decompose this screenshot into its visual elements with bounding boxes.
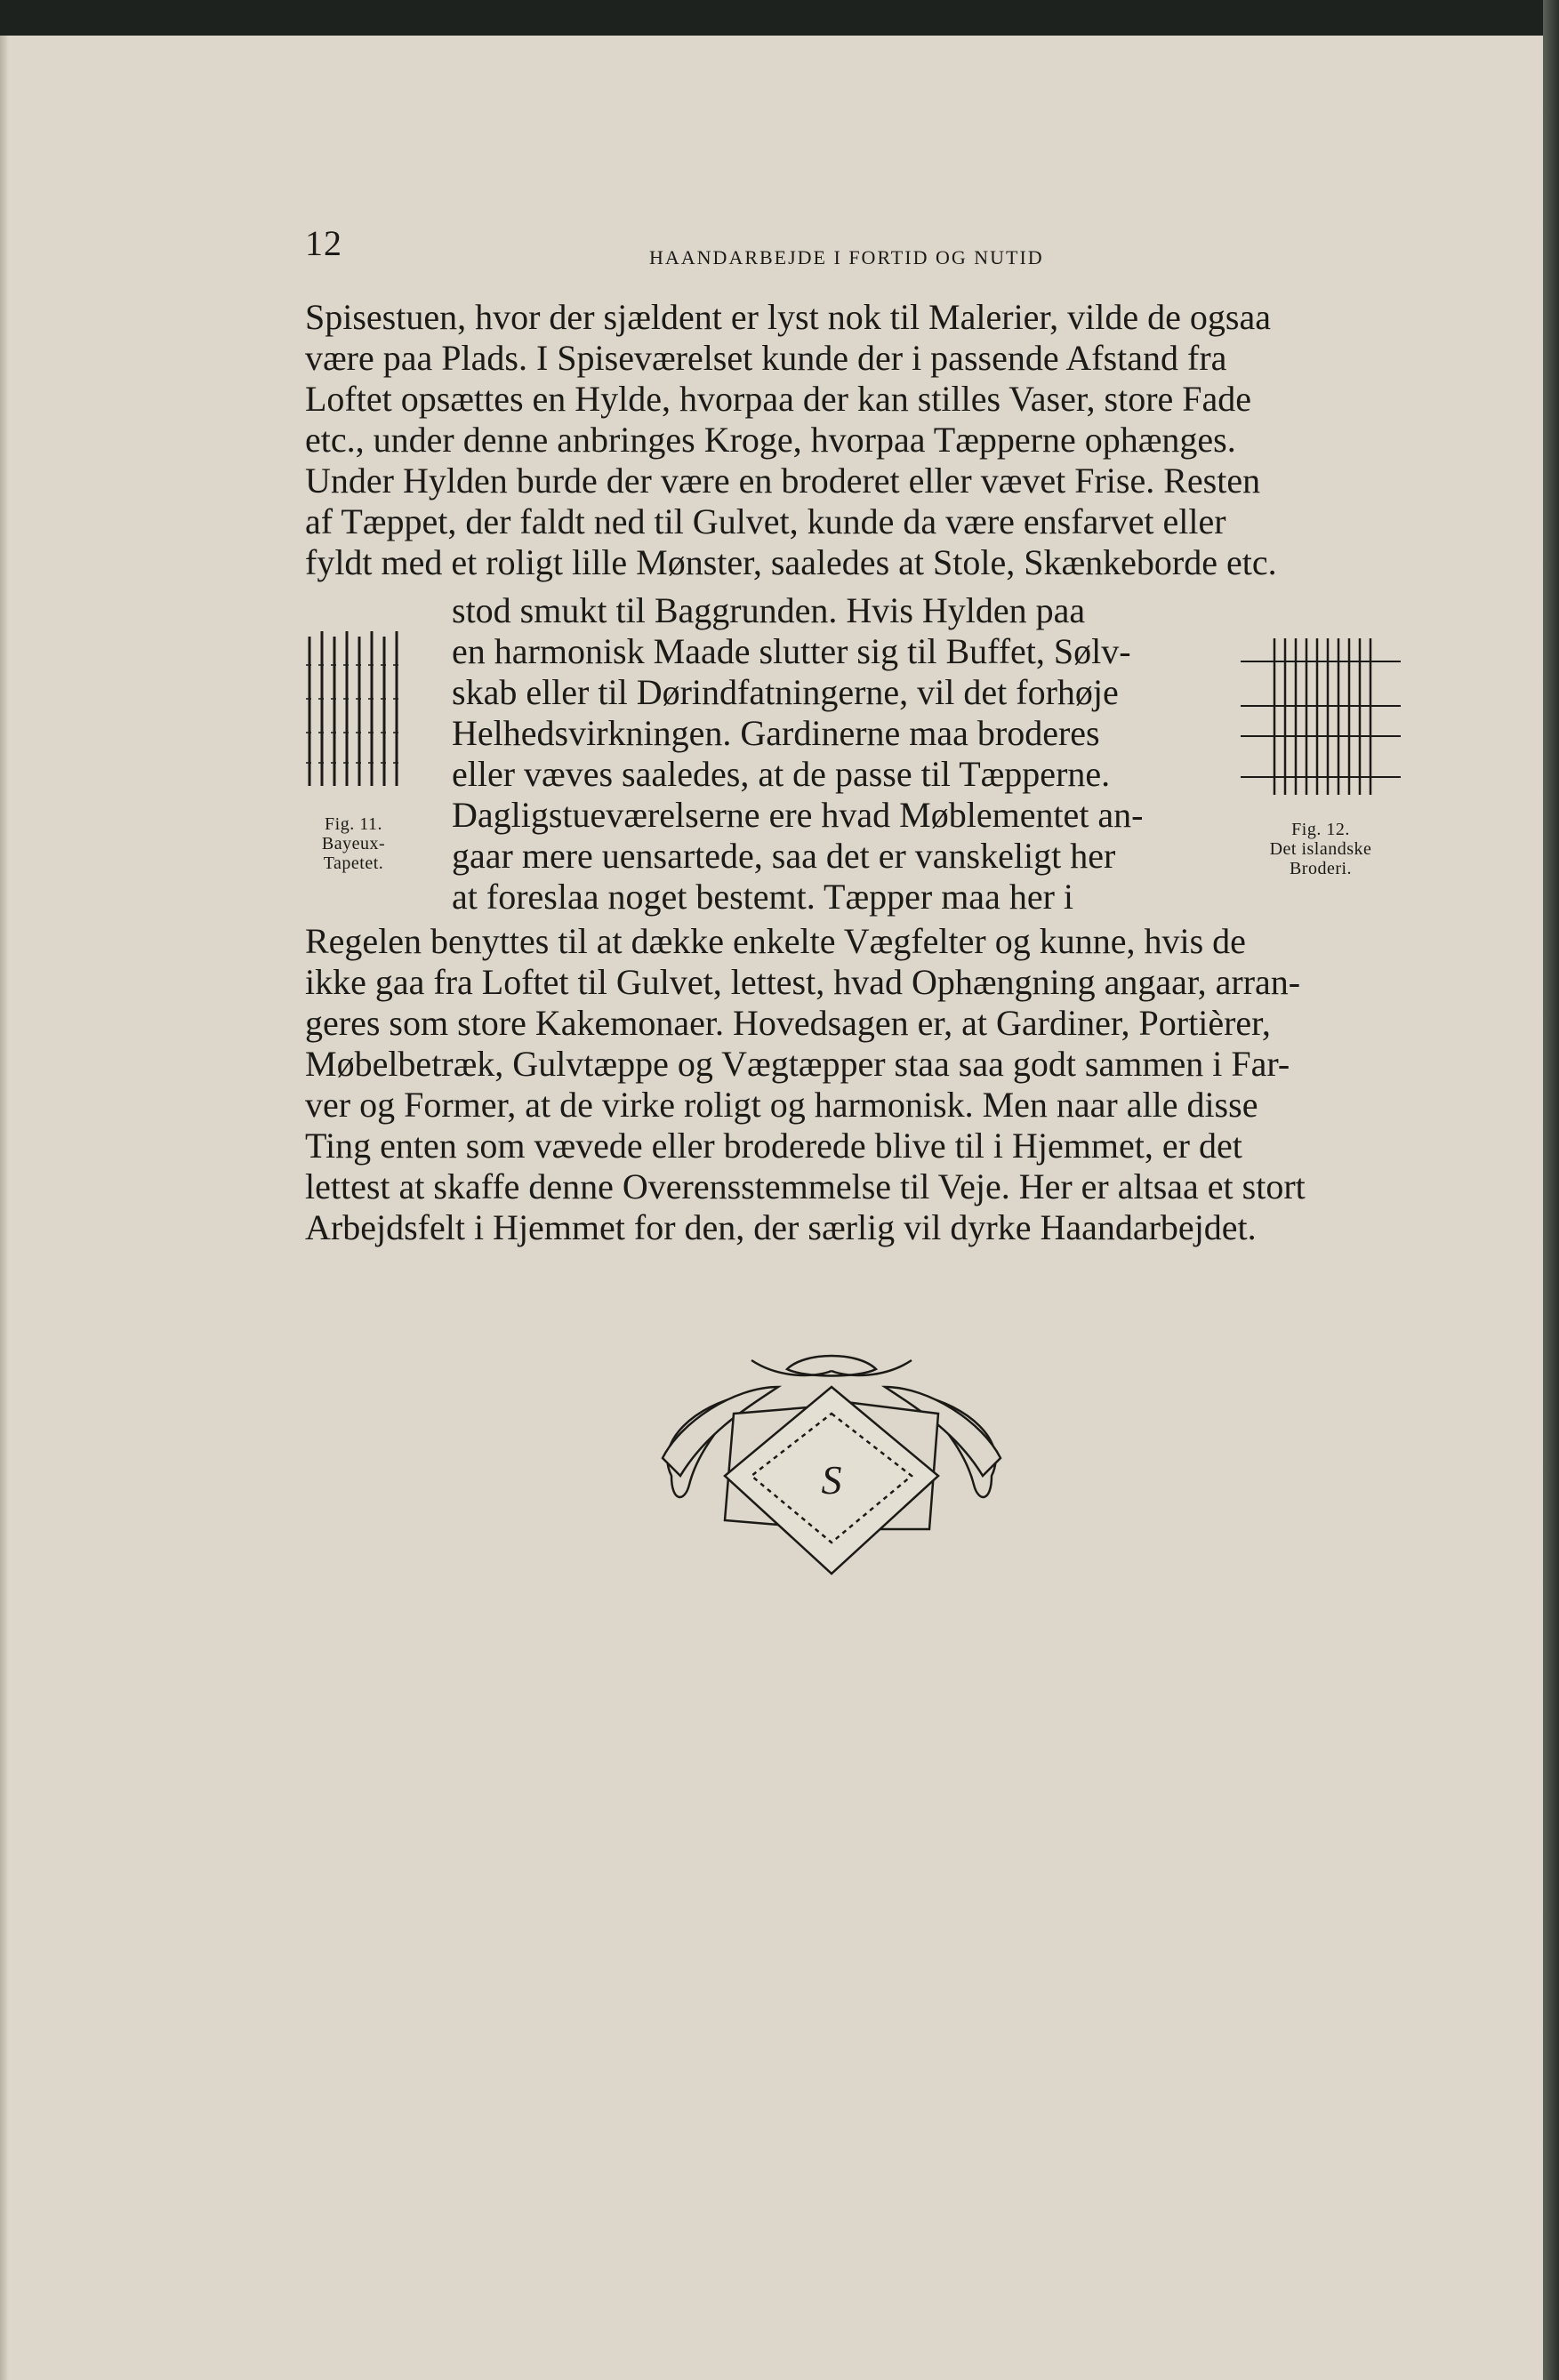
ornament-vignette — [645, 1351, 1018, 1605]
book-top-edge — [0, 0, 1559, 37]
text-line: ver og Former, at de virke roligt og harmonisk. Men naar alle disse — [305, 1085, 1258, 1125]
fig-11 — [302, 628, 405, 792]
fig-11-caption — [302, 814, 405, 873]
ribbon-and-handkerchiefs-vignette-icon — [645, 1351, 1018, 1600]
running-head: HAANDARBEJDE I FORTID OG NUTID — [649, 246, 1044, 268]
text-line: geres som store Kakemonaer. Hovedsagen er, at Gardiner, Portièrer, — [305, 1003, 1271, 1043]
caption-line: Fig. 12. — [1291, 820, 1350, 839]
caption-line: Fig. 11. — [325, 814, 382, 834]
text-line: Møbelbetræk, Gulvtæppe og Vægtæpper staa saa godt sammen i Far- — [305, 1044, 1290, 1084]
caption-line: Bayeux- — [321, 834, 386, 853]
text-line: Loftet opsættes en Hylde, hvorpaa der kan stilles Vaser, store Fade — [305, 379, 1252, 419]
text-line: Spisestuen, hvor der sjældent er lyst nok til Malerier, vilde de ogsaa — [305, 297, 1271, 337]
caption-line: Det islandske — [1269, 839, 1372, 859]
text-line: skab eller til Dørindfatningerne, vil det forhøje — [452, 672, 1119, 712]
book-spine-edge — [1543, 0, 1559, 2380]
text-line: Arbejdsfelt i Hjemmet for den, der særlig vil dyrke Haandarbejdet. — [305, 1207, 1257, 1247]
text-line: fyldt med et roligt lille Mønster, saaledes at Stole, Skænkeborde etc. — [305, 542, 1277, 582]
paragraph-upper — [305, 297, 1277, 583]
text-line: eller væves saaledes, at de passe til Tæpperne. — [452, 754, 1111, 794]
paragraph-lower — [305, 921, 1306, 1248]
paragraph-between-figures — [452, 590, 1144, 918]
text-line: etc., under denne anbringes Kroge, hvorpaa Tæpperne ophænges. — [305, 420, 1236, 460]
text-line: Dagligstueværelserne ere hvad Møblementet an- — [452, 795, 1144, 835]
fig-12 — [1239, 637, 1403, 801]
text-line: stod smukt til Baggrunden. Hvis Hylden paa — [452, 590, 1086, 630]
icelandic-stitch-diagram-icon — [1239, 637, 1403, 797]
text-line: Regelen benyttes til at dække enkelte Vægfelter og kunne, hvis de — [305, 921, 1246, 961]
monogram: S — [821, 1457, 842, 1503]
caption-line: Broderi. — [1289, 859, 1353, 878]
fig-12-caption — [1223, 820, 1418, 878]
text-line: Ting enten som vævede eller broderede blive til i Hjemmet, er det — [305, 1126, 1242, 1166]
text-line: en harmonisk Maade slutter sig til Buffet, Sølv- — [452, 631, 1131, 671]
text-line: Helhedsvirkningen. Gardinerne maa broderes — [452, 713, 1100, 753]
text-line: lettest at skaffe denne Overensstemmelse til Veje. Her er altsaa et stort — [305, 1166, 1306, 1206]
text-line: af Tæppet, der faldt ned til Gulvet, kunde da være ensfarvet eller — [305, 501, 1226, 541]
text-line: ikke gaa fra Loftet til Gulvet, lettest, hvad Ophængning angaar, arran- — [305, 962, 1301, 1002]
text-line: at foreslaa noget bestemt. Tæpper maa her i — [452, 877, 1074, 917]
text-line: gaar mere uensartede, saa det er vanskeligt her — [452, 836, 1116, 876]
caption-line: Tapetet. — [323, 853, 384, 873]
text-line: være paa Plads. I Spiseværelset kunde der i passende Afstand fra — [305, 338, 1227, 378]
text-line: Under Hylden burde der være en broderet eller vævet Frise. Resten — [305, 461, 1261, 501]
bayeux-stitch-diagram-icon — [302, 628, 405, 788]
page-number: 12 — [305, 223, 342, 263]
